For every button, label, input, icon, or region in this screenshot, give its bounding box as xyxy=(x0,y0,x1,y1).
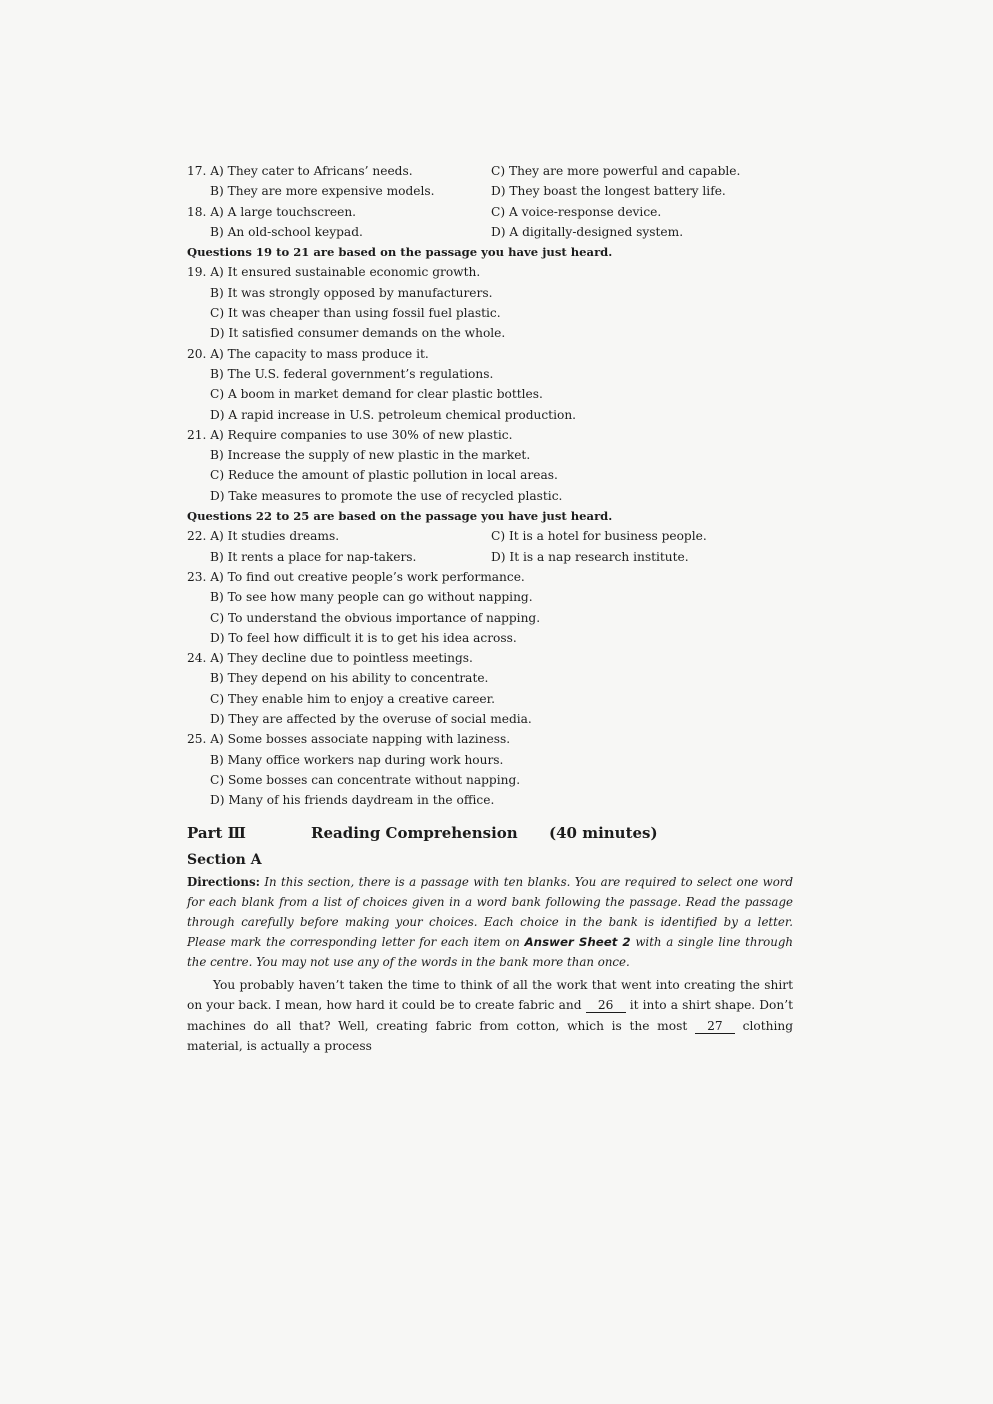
q20-option-c: C) A boom in market demand for clear plastic bottles. xyxy=(210,387,543,402)
q17-option-a: 17. A) They cater to Africans’ needs. xyxy=(187,164,413,178)
question-18-row-2 xyxy=(187,222,793,242)
q21-option-a: 21. A) Require companies to use 30% of new plastic. xyxy=(187,427,513,442)
q24-option-d: D) They are affected by the overuse of social media. xyxy=(210,712,532,727)
q21-option-c: C) Reduce the amount of plastic pollution in local areas. xyxy=(210,468,558,483)
q17-option-c: C) They are more powerful and capable. xyxy=(491,164,741,178)
blank-26: 26 xyxy=(586,998,626,1013)
question-22-row-1 xyxy=(187,526,793,546)
q22-option-b: B) It rents a place for nap-takers. xyxy=(210,549,417,564)
section-a-heading: Section A xyxy=(187,851,262,868)
q24-option-b: B) They depend on his ability to concentrate. xyxy=(210,671,489,686)
q23-option-b: B) To see how many people can go without napping. xyxy=(210,590,533,605)
q18-option-a: 18. A) A large touchscreen. xyxy=(187,204,357,219)
question-18-row-1 xyxy=(187,202,793,222)
q18-option-b: B) An old-school keypad. xyxy=(210,224,363,239)
q19-option-d: D) It satisfied consumer demands on the whole. xyxy=(210,326,506,341)
q25-option-d: D) Many of his friends daydream in the office. xyxy=(210,793,495,808)
directions-label: Directions: xyxy=(187,874,260,889)
q19-option-b: B) It was strongly opposed by manufacturers. xyxy=(210,285,493,300)
q20-option-d: D) A rapid increase in U.S. petroleum chemical production. xyxy=(210,407,577,422)
q17-option-d: D) They boast the longest battery life. xyxy=(491,184,726,199)
q25-option-b: B) Many office workers nap during work hours. xyxy=(210,752,504,767)
directions-paragraph xyxy=(187,872,793,973)
q22-option-d: D) It is a nap research institute. xyxy=(491,549,689,564)
q19-option-a: 19. A) It ensured sustainable economic growth. xyxy=(187,265,481,280)
q23-option-c: C) To understand the obvious importance of napping. xyxy=(210,610,541,625)
q23-option-a: 23. A) To find out creative people’s work performance. xyxy=(187,569,525,584)
exam-page xyxy=(187,161,793,1057)
question-17-row-1 xyxy=(187,161,793,181)
q21-option-d: D) Take measures to promote the use of recycled plastic. xyxy=(210,488,563,503)
heading-questions-19-21: Questions 19 to 21 are based on the passage you have just heard. xyxy=(187,245,613,260)
q24-option-c: C) They enable him to enjoy a creative career. xyxy=(210,691,495,706)
q24-option-a: 24. A) They decline due to pointless meetings. xyxy=(187,651,473,666)
q21-option-b: B) Increase the supply of new plastic in the market. xyxy=(210,448,531,463)
passage-text-2: it into a shirt shape. Don’t machines do all that? Well, creating fabric from cotton, which is the most xyxy=(187,998,793,1033)
q19-option-c: C) It was cheaper than using fossil fuel plastic. xyxy=(210,306,501,321)
q23-option-d: D) To feel how difficult it is to get his idea across. xyxy=(210,630,517,645)
part-time: (40 minutes) xyxy=(549,823,658,842)
answer-sheet-label: Answer Sheet 2 xyxy=(524,935,631,950)
directions-text-1: In this section, there is a passage with ten blanks. You are required to select one word for each blank from a list of choices given in a word bank following the passage. Read the passage through carefully before making your choices. Each choice in the bank is identified by a letter. Please mark the corresponding letter for each item on xyxy=(187,874,793,950)
q22-option-c: C) It is a hotel for business people. xyxy=(491,529,707,544)
q20-option-a: 20. A) The capacity to mass produce it. xyxy=(187,346,429,361)
q18-option-d: D) A digitally-designed system. xyxy=(491,224,684,239)
heading-questions-22-25: Questions 22 to 25 are based on the passage you have just heard. xyxy=(187,509,613,524)
q17-option-b: B) They are more expensive models. xyxy=(210,184,435,199)
part-title: Reading Comprehension xyxy=(311,823,518,842)
passage-text-3: clothing material, is actually a process xyxy=(187,1018,794,1054)
q20-option-b: B) The U.S. federal government’s regulations. xyxy=(210,366,494,381)
q25-option-a: 25. A) Some bosses associate napping with laziness. xyxy=(187,732,511,747)
q18-option-c: C) A voice-response device. xyxy=(491,204,662,219)
blank-27: 27 xyxy=(695,1019,735,1034)
passage-text-1: You probably haven’t taken the time to think of all the work that went into creating the shirt on your back. I mean, how hard it could be to create fabric and xyxy=(187,977,793,1013)
q25-option-c: C) Some bosses can concentrate without napping. xyxy=(210,772,521,787)
question-22-row-2 xyxy=(187,547,793,567)
q22-option-a: 22. A) It studies dreams. xyxy=(187,529,340,544)
part-label: Part Ⅲ xyxy=(187,823,246,842)
reading-passage xyxy=(187,975,793,1057)
part-three-heading xyxy=(187,820,793,848)
question-17-row-2 xyxy=(187,181,793,201)
directions-text-2: with a single line through the centre. You may not use any of the words in the bank more than once. xyxy=(187,935,793,970)
